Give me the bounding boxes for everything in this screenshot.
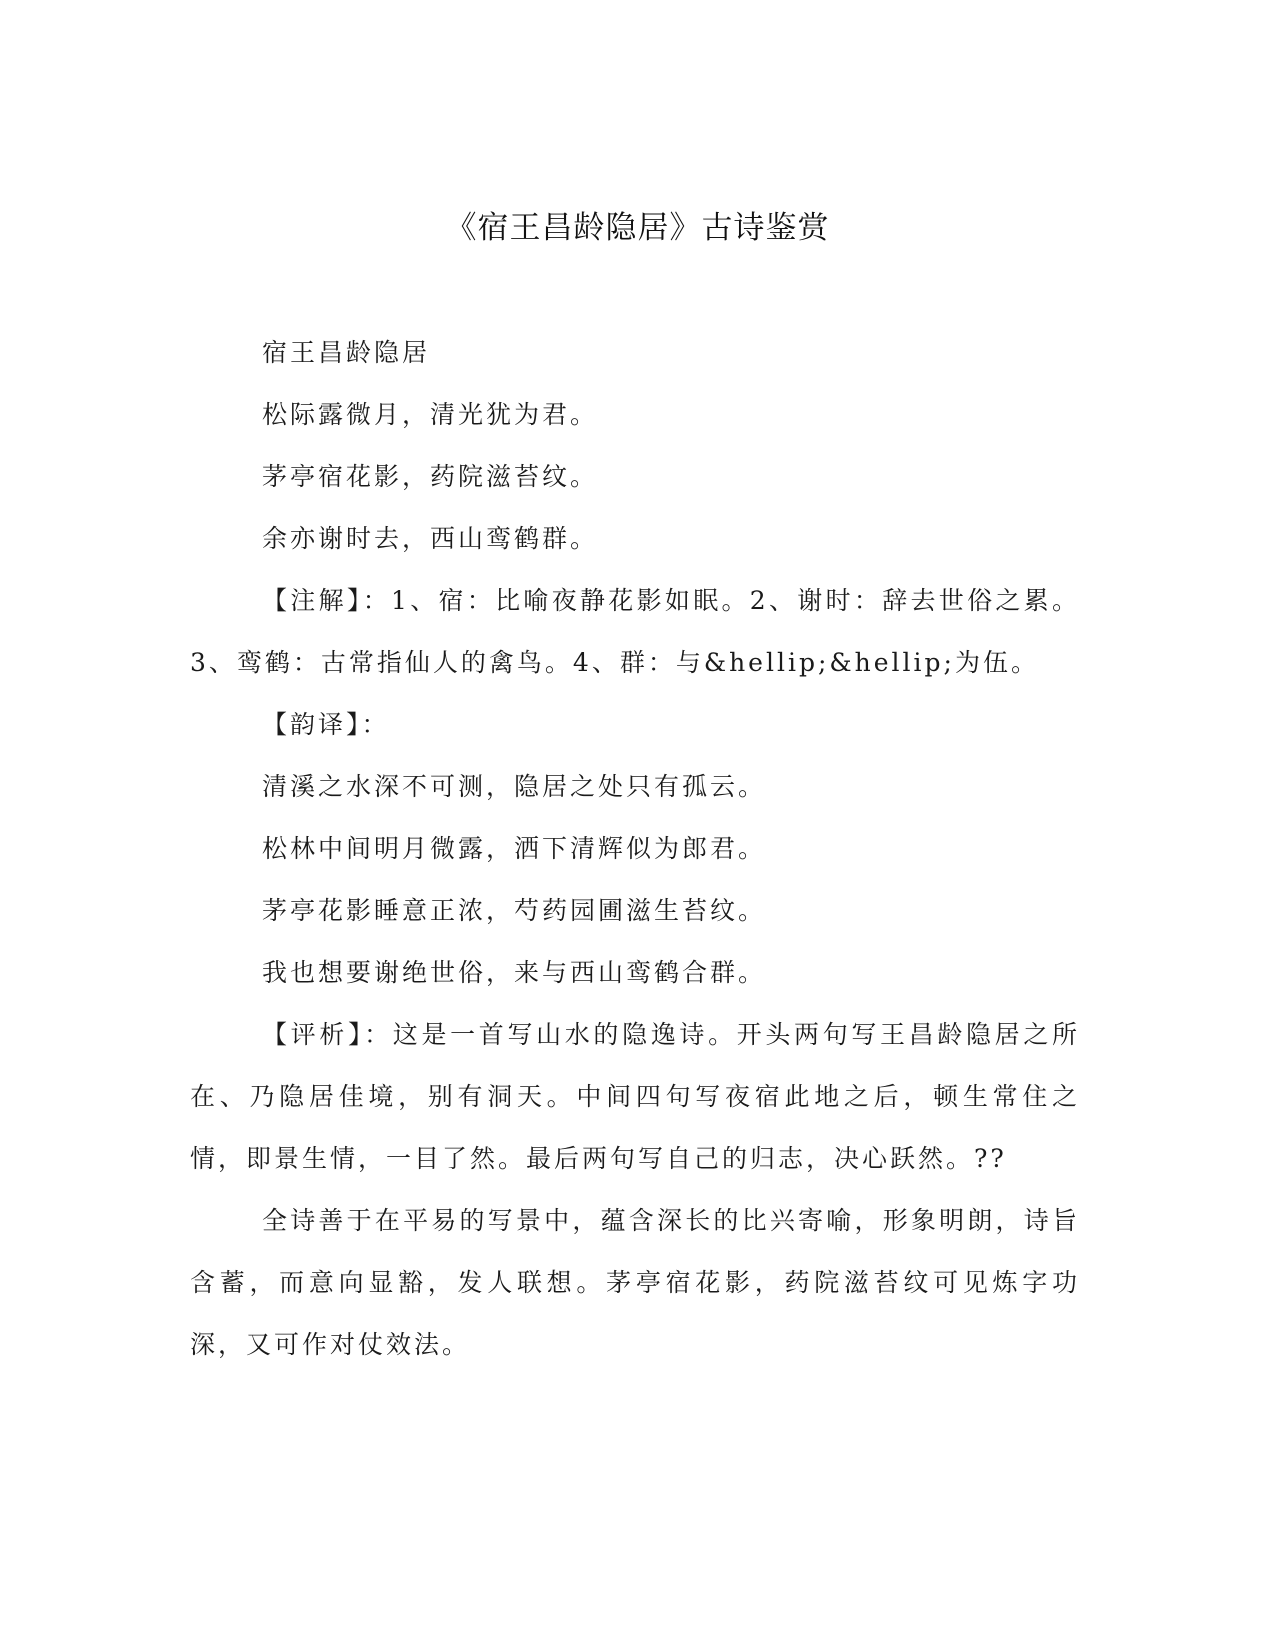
translation-line-1: 清溪之水深不可测，隐居之处只有孤云。: [262, 772, 767, 801]
poem-line-3: 余亦谢时去，西山鸾鹤群。: [262, 524, 599, 553]
notes-paragraph: 【注解】：1、宿：比喻夜静花影如眠。2、谢时：辞去世俗之累。3、鸾鹤：古常指仙人的禽鸟。4、群：与&hellip;&hellip;为伍。: [190, 586, 1080, 677]
poem-heading: 宿王昌龄隐居: [262, 338, 431, 367]
poem-line-2: 茅亭宿花影，药院滋苔纹。: [262, 462, 599, 491]
document-body: [190, 322, 1080, 1376]
document-title: 《宿王昌龄隐居》古诗鉴赏: [445, 210, 830, 246]
poem-line-1: 松际露微月，清光犹为君。: [262, 400, 599, 429]
conclusion-paragraph: 全诗善于在平易的写景中，蕴含深长的比兴寄喻，形象明朗，诗旨含蓄，而意向显豁，发人联想。茅亭宿花影，药院滋苔纹可见炼字功深，又可作对仗效法。: [190, 1206, 1080, 1359]
translation-line-4: 我也想要谢绝世俗，来与西山鸾鹤合群。: [262, 958, 767, 987]
analysis-paragraph: 【评析】：这是一首写山水的隐逸诗。开头两句写王昌龄隐居之所在、乃隐居佳境，别有洞天。中间四句写夜宿此地之后，顿生常住之情，即景生情，一目了然。最后两句写自己的归志，决心跃然。??: [190, 1020, 1080, 1173]
translation-line-3: 茅亭花影睡意正浓，芍药园圃滋生苔纹。: [262, 896, 767, 925]
translation-line-2: 松林中间明月微露，洒下清辉似为郎君。: [262, 834, 767, 863]
translation-heading: 【韵译】：: [262, 710, 390, 739]
